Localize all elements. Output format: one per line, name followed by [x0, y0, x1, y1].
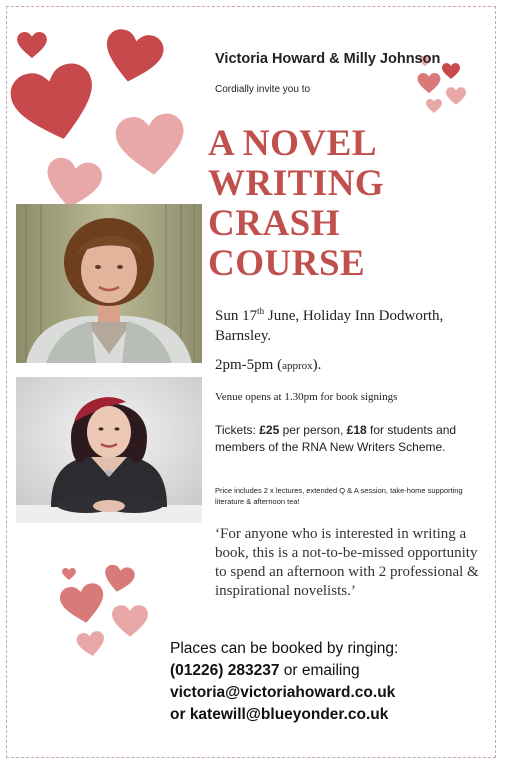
email-katewill[interactable]: katewill@blueyonder.co.uk — [189, 706, 389, 723]
time-end: ). — [312, 357, 322, 373]
page-title — [208, 124, 488, 284]
email-victoria[interactable]: victoria@victoriahoward.co.uk — [170, 684, 396, 701]
heart-icon — [62, 568, 76, 580]
phone-number[interactable]: (01226) 283237 — [170, 662, 280, 679]
email-katewill-line — [170, 704, 490, 726]
booking-phone-line — [170, 660, 490, 682]
student-text: for students and members of the RNA New Writers Scheme. — [215, 423, 457, 454]
heart-icon — [442, 63, 460, 79]
venue-opening: Venue opens at 1.30pm for book signings — [215, 391, 398, 403]
event-time — [215, 357, 321, 374]
authors-heading: Victoria Howard & Milly Johnson — [215, 51, 441, 67]
title-line: A NOVEL — [208, 123, 378, 164]
date-rest: June, Holiday Inn Dodworth, Barnsley. — [215, 308, 444, 344]
date-day: Sun 17 — [215, 308, 258, 324]
price-full: £25 — [259, 423, 280, 437]
per-person-text: per person, — [282, 423, 344, 437]
title-line: CRASH — [208, 203, 341, 244]
price-includes: Price includes 2 x lectures, extended Q & A session, take-home supporting literature & afternoon tea! — [215, 486, 463, 506]
heart-icon — [17, 32, 47, 58]
or-emailing-text: or emailing — [279, 662, 360, 679]
title-line: COURSE — [208, 243, 366, 284]
invite-text: Cordially invite you to — [215, 84, 311, 95]
heart-icon — [446, 86, 466, 106]
time-range: 2pm-5pm ( — [215, 357, 283, 373]
ticket-info — [215, 422, 485, 456]
date-suffix: th — [257, 306, 265, 316]
author-photo-victoria — [16, 204, 202, 363]
heart-icon — [75, 630, 106, 658]
event-date — [215, 301, 485, 346]
time-note: approx — [282, 360, 313, 372]
heart-icon — [114, 107, 189, 184]
or-text: or — [170, 706, 190, 723]
price-student: £18 — [346, 423, 367, 437]
booking-line: Places can be booked by ringing: — [170, 640, 399, 657]
heart-icon — [58, 581, 108, 626]
heart-icon — [417, 73, 441, 93]
heart-icon — [102, 564, 136, 595]
heart-icon — [426, 99, 442, 113]
booking-info — [170, 638, 490, 726]
author-photo-milly — [16, 377, 202, 523]
tickets-label: Tickets: — [215, 423, 256, 437]
title-line: WRITING — [208, 163, 385, 204]
heart-icon — [112, 604, 148, 638]
testimonial-quote: ‘For anyone who is interested in writing a book, this is a not-to-be-missed opportunity to spend an afternoon with 2 professional & inspirational novelists.’ — [215, 526, 479, 599]
